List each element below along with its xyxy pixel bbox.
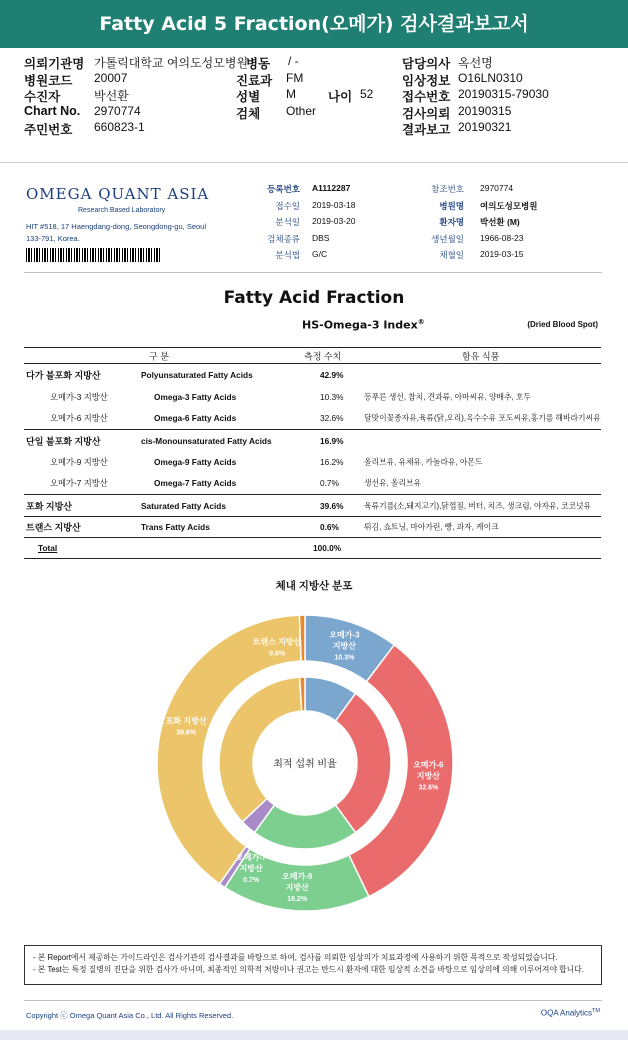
barcode-icon xyxy=(26,248,160,262)
specimen-value: Other xyxy=(286,103,317,118)
measured-value: 0.7% xyxy=(320,478,339,489)
category-en: cis-Monounsaturated Fatty Acids xyxy=(141,435,272,446)
divider xyxy=(24,1000,602,1001)
fatty-acid-table xyxy=(24,347,601,559)
section-subtitle xyxy=(302,318,425,332)
table-row xyxy=(24,364,601,386)
ward-label: 병동 xyxy=(246,57,271,71)
bottom-bar xyxy=(0,1030,628,1040)
table-row xyxy=(24,516,601,538)
table-row xyxy=(24,386,601,408)
lab-logo-subtitle: Research Based Laboratory xyxy=(78,207,166,214)
brand-name: OQA Analytics xyxy=(540,1008,593,1018)
request-date-label: 검사의뢰 xyxy=(402,106,451,121)
department-label: 진료과 xyxy=(236,73,273,88)
measured-value: 42.9% xyxy=(320,370,344,380)
receipt-date-value: 2019-03-18 xyxy=(312,199,356,210)
reference-no-label: 참조번호 xyxy=(431,184,464,194)
patient-value: 박선환 xyxy=(94,89,129,104)
collection-date-value: 2019-03-15 xyxy=(480,249,524,259)
sample-info-left xyxy=(232,183,412,266)
registration-no-value: A1112287 xyxy=(312,183,351,193)
category-en: Omega-6 Fatty Acids xyxy=(154,413,237,424)
category-en: Omega-9 Fatty Acids xyxy=(154,456,237,467)
food-sources: 육류기름(소,돼지고기),닭껍질, 버터, 치즈, 생크림, 야자유, 코코넛유 xyxy=(364,501,592,510)
category-ko: 오메가-6 지방산 xyxy=(50,413,108,424)
center-label: 최적 섭취 비율 xyxy=(273,759,337,770)
receipt-no-value: 20190315-79030 xyxy=(458,87,549,102)
total-label: Total xyxy=(38,543,58,553)
institution-value: 가톨릭대학교 여의도성모병원 xyxy=(94,56,249,70)
clinical-info-value: O16LN0310 xyxy=(458,70,523,85)
category-en: Omega-3 Fatty Acids xyxy=(154,391,237,402)
table-body xyxy=(24,364,601,538)
category-en: Trans Fatty Acids xyxy=(141,522,210,532)
measured-value: 10.3% xyxy=(320,391,344,402)
column-header-category: 구 분 xyxy=(149,351,169,361)
header-row-hospital-code xyxy=(24,71,614,88)
slice-label-0: 오메가-3 지방산 10.3% xyxy=(329,630,360,662)
category-ko: 오메가-7 지방산 xyxy=(50,478,108,489)
method-value: G/C xyxy=(312,249,328,259)
measured-value: 0.6% xyxy=(320,522,339,532)
category-ko: 포화 지방산 xyxy=(26,501,72,511)
category-en: Omega-7 Fatty Acids xyxy=(154,478,237,489)
header-row-patient xyxy=(24,87,614,104)
table-row xyxy=(24,451,601,473)
collection-date-label: 채혈일 xyxy=(439,250,464,260)
sex-label: 성별 xyxy=(236,90,261,105)
sample-info-right xyxy=(408,183,598,266)
column-header-value: 측정 수치 xyxy=(304,351,342,361)
clinical-info-label: 임상정보 xyxy=(402,73,451,88)
table-row xyxy=(24,473,601,495)
category-en: Saturated Fatty Acids xyxy=(141,500,226,511)
report-title: Fatty Acid 5 Fraction(오메가) 검사결과보고서 xyxy=(0,0,628,48)
doctor-label: 담당의사 xyxy=(402,57,451,71)
lab-logo: OMEGA QUANT ASIA xyxy=(26,185,210,203)
food-sources: 튀김, 쇼트닝, 마아가린, 빵, 과자, 케이크 xyxy=(364,522,499,532)
receipt-no-label: 접수번호 xyxy=(402,90,451,105)
column-header-foods: 함유 식품 xyxy=(462,351,500,361)
report-date-label: 결과보고 xyxy=(402,123,451,138)
resident-no-value: 660823-1 xyxy=(94,120,145,135)
table-row xyxy=(24,429,601,451)
section-title: Fatty Acid Fraction xyxy=(223,288,405,308)
age-label: 나이 xyxy=(328,90,353,105)
category-ko: 오메가-9 지방산 xyxy=(50,456,108,467)
birth-date-value: 1966-08-23 xyxy=(480,232,524,243)
disclaimer-line: - 본 Test는 특정 질병의 진단을 위한 검사가 아니며, 최종적인 의학적 처방이나 권고는 반드시 환자에 대한 임상적 소견을 바탕으로 임상의에 의해 이루어져야 합니다. xyxy=(33,965,584,974)
receipt-date-label: 접수일 xyxy=(275,200,300,211)
food-sources: 생선유, 올리브유 xyxy=(364,478,422,488)
disclaimer-line: - 본 Report에서 제공하는 가이드라인은 검사기관의 검사결과를 바탕으로 하여, 검사를 의뢰한 임상의가 치료과정에 사용하기 위한 목적으로 작성되었습니다. xyxy=(33,953,558,962)
chart-no-value: 2970774 xyxy=(94,103,141,118)
dbs-note: (Dried Blood Spot) xyxy=(527,320,598,329)
table-row-total xyxy=(24,538,601,559)
table-row xyxy=(24,494,601,516)
slice-label-5: 트랜스 지방산 0.6% xyxy=(252,637,302,658)
slice-label-3: 오메가-7 지방산 0.7% xyxy=(236,853,267,885)
slice-label-2: 오메가-9 지방산 16.2% xyxy=(282,871,313,903)
hs-omega-index-label: HS-Omega-3 Index xyxy=(302,318,418,332)
department-value: FM xyxy=(286,70,304,85)
reference-no-value: 2970774 xyxy=(480,183,514,193)
copyright: Copyright ⓒ Omega Quant Asia Co., Ltd. All Rights Reserved. xyxy=(26,1011,234,1020)
request-date-value: 20190315 xyxy=(458,103,512,118)
specimen-type-value: DBS xyxy=(312,232,330,243)
report-date-value: 20190321 xyxy=(458,120,512,135)
slice-label-1: 오메가-6 지방산 32.6% xyxy=(413,760,444,792)
food-sources: 올리브유, 유채유, 카놀라유, 아몬드 xyxy=(364,457,483,467)
measured-value: 16.9% xyxy=(320,435,344,446)
brand-footer xyxy=(541,1008,600,1018)
category-ko: 트랜스 지방산 xyxy=(26,522,81,533)
method-label: 분석법 xyxy=(275,250,300,260)
trademark: TM xyxy=(592,1008,600,1014)
doctor-value: 옥선명 xyxy=(458,56,493,70)
patient-name-value: 박선환 (M) xyxy=(480,217,520,227)
ward-value: / - xyxy=(288,54,299,68)
patient-header xyxy=(24,54,614,137)
measured-value: 16.2% xyxy=(320,456,344,467)
hospital-name-label: 병원명 xyxy=(439,200,464,211)
category-ko: 오메가-3 지방산 xyxy=(50,391,108,402)
resident-no-label: 주민번호 xyxy=(24,123,73,138)
sex-value: M xyxy=(286,87,296,102)
age-value: 52 xyxy=(360,87,374,102)
hospital-code-label: 병원코드 xyxy=(24,73,73,88)
category-en: Polyunsaturated Fatty Acids xyxy=(141,370,253,380)
birth-date-label: 생년월일 xyxy=(431,233,464,244)
food-sources: 등푸른 생선, 참치, 견과류, 아마씨유, 양배추, 호두 xyxy=(364,392,531,402)
analysis-date-value: 2019-03-20 xyxy=(312,216,356,226)
hospital-name-value: 여의도성모병원 xyxy=(480,200,538,211)
registered-mark: ® xyxy=(417,318,425,326)
table-row xyxy=(24,408,601,430)
patient-label: 수진자 xyxy=(24,90,61,105)
slice-label-4: 포화 지방산 39.6% xyxy=(165,716,207,737)
food-sources: 달맞이꽃종자유,육류(닭,오리),옥수수유 포도씨유,홍기름 해바라기씨유 xyxy=(364,413,601,423)
lab-address: HIT #518, 17 Haengdang-dong, Seongdong-gu, Seoul 133-791, Korea. xyxy=(26,222,207,243)
chart-no-label: Chart No. xyxy=(24,103,81,118)
category-ko: 다가 불포화 지방산 xyxy=(26,370,101,381)
category-ko: 단일 불포화 지방산 xyxy=(26,436,101,446)
specimen-label: 검체 xyxy=(236,106,261,121)
header-row-institution xyxy=(24,54,614,71)
registration-no-label: 등록번호 xyxy=(267,184,300,194)
divider xyxy=(0,162,628,163)
patient-name-label: 환자명 xyxy=(439,217,464,227)
header-row-resident-no xyxy=(24,120,614,137)
hospital-code-value: 20007 xyxy=(94,70,128,85)
analysis-date-label: 분석일 xyxy=(275,217,300,227)
measured-value: 32.6% xyxy=(320,413,344,424)
table-header xyxy=(24,347,601,364)
chart-title: 체내 지방산 분포 xyxy=(275,580,353,592)
fatty-acid-donut-chart xyxy=(140,598,470,928)
header-row-chart xyxy=(24,104,614,121)
measured-value: 39.6% xyxy=(320,500,344,511)
specimen-type-label: 검체종류 xyxy=(267,233,300,244)
divider xyxy=(24,272,602,273)
disclaimer-box xyxy=(24,945,602,985)
total-value: 100.0% xyxy=(313,543,342,553)
institution-label: 의뢰기관명 xyxy=(24,57,85,71)
